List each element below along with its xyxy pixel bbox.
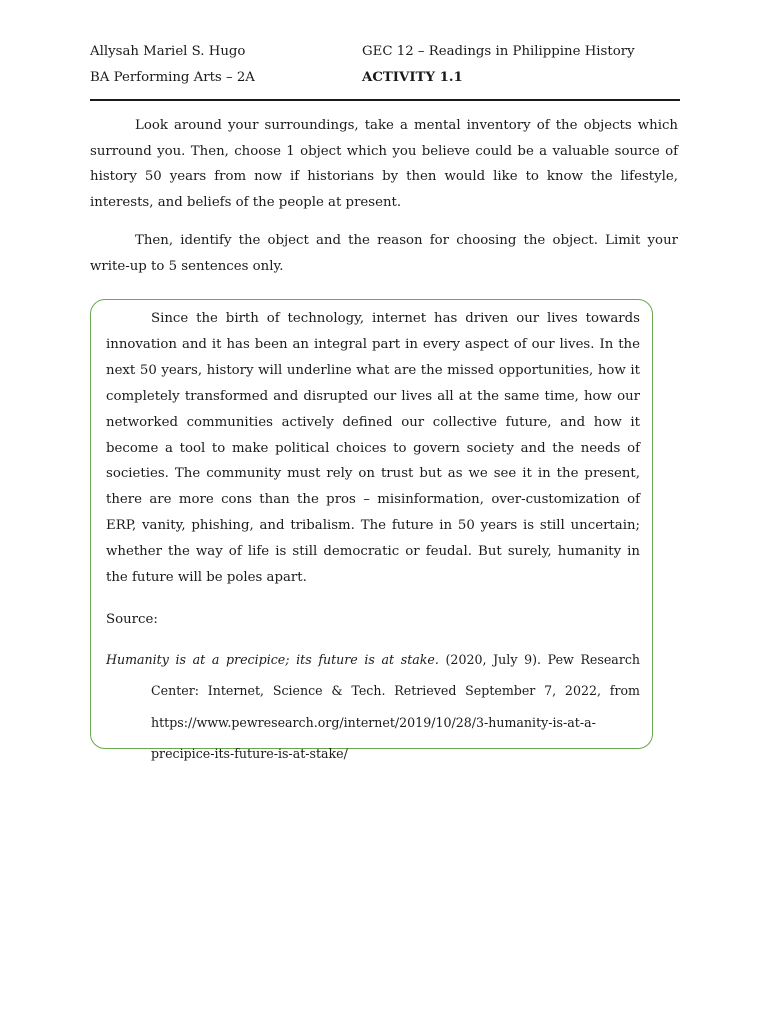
program-section: BA Performing Arts – 2A: [90, 70, 255, 85]
course-title: GEC 12 – Readings in Philippine History: [362, 44, 635, 59]
header-row-2: [90, 70, 680, 96]
header-row-1: [90, 44, 680, 70]
source-label: Source:: [106, 611, 158, 627]
answer-box: [90, 299, 653, 762]
activity-title: ACTIVITY 1.1: [362, 70, 463, 85]
instruction-paragraph-1: Look around your surroundings, take a mental inventory of the objects which surround you. Then, choose 1 object which you believe could be a valuable source of history 50 years from now if historians by then would like to know the lifestyle, interests, and beliefs of the people at present.: [90, 118, 678, 211]
student-name: Allysah Mariel S. Hugo: [90, 44, 246, 59]
header-divider: [90, 99, 680, 101]
answer-paragraph: Since the birth of technology, internet has driven our lives towards innovation and it has been an integral part in every aspect of our lives. In the next 50 years, history will underline what are the missed opportunities, how it completely transformed and disrupted our lives all at the same time, how our networked communities actively defined our collective future, and how it become a tool to make political choices to govern society and the needs of societies. The community must rely on trust but as we see it in the present, there are more cons than the pros – misinformation, over-customization of ERP, vanity, phishing, and tribalism. The future in 50 years is still uncertain; whether the way of life is still democratic or feudal. But surely, humanity in the future will be poles apart.: [106, 311, 640, 586]
citation-details: (2020, July 9). Pew Research Center: Internet, Science & Tech. Retrieved September 7, 2022, from https://www.pewresearch.org/internet/2019/10/28/3-humanity-is-at-a-precipice-its-future-is-at-stake/: [151, 651, 640, 762]
document-header: [90, 44, 680, 96]
citation-title: Humanity is at a precipice; its future is at stake.: [106, 651, 439, 667]
citation: [106, 644, 640, 770]
instruction-paragraph-2: Then, identify the object and the reason for choosing the object. Limit your write-up to 5 sentences only.: [90, 232, 678, 274]
instructions: [90, 113, 678, 291]
answer-content: [106, 306, 640, 770]
